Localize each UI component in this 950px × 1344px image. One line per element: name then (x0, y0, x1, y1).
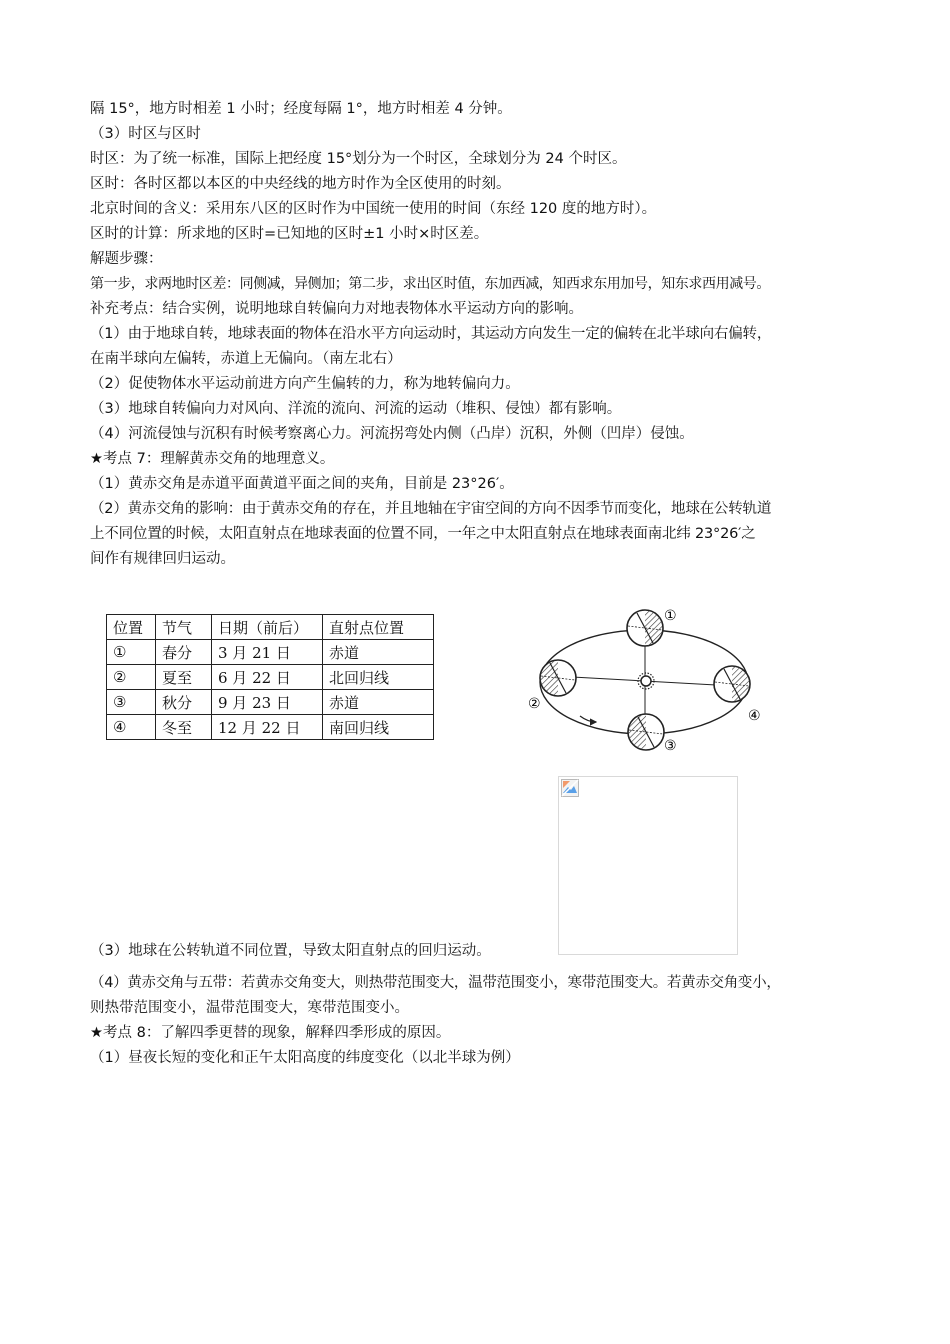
table-cell: ① (107, 640, 156, 665)
text-line: （3）地球自转偏向力对风向、洋流的流向、河流的运动（堆积、侵蚀）都有影响。 (90, 401, 622, 417)
table-header: 位置 (107, 615, 156, 640)
table-cell: ③ (107, 690, 156, 715)
orbit-label: ① (664, 608, 677, 624)
text-line: （2）黄赤交角的影响：由于黄赤交角的存在，并且地轴在宇宙空间的方向不因季节而变化，地球在公转轨道 (90, 501, 772, 517)
orbit-label: ④ (748, 708, 761, 724)
text-line: （3）地球在公转轨道不同位置，导致太阳直射点的回归运动。 (90, 943, 491, 959)
earth-icon (714, 666, 750, 702)
table-header: 节气 (156, 615, 212, 640)
text-line: 则热带范围变小，温带范围变大，寒带范围变小。 (90, 1000, 409, 1016)
solstice-figure (90, 604, 766, 757)
earth-icon (628, 714, 664, 750)
text-line: 解题步骤： (90, 251, 163, 267)
broken-image-icon (561, 779, 579, 797)
text-line: 时区：为了统一标准，国际上把经度 15°划分为一个时区，全球划分为 24 个时区。 (90, 151, 627, 167)
table-row (107, 665, 434, 690)
table-cell: 北回归线 (323, 665, 434, 690)
table-cell: 夏至 (156, 665, 212, 690)
table-cell: 12 月 22 日 (212, 715, 323, 740)
table-cell: 3 月 21 日 (212, 640, 323, 665)
table-header-row (107, 615, 434, 640)
direction-arrow (580, 716, 596, 722)
text-line: 补充考点：结合实例，说明地球自转偏向力对地表物体水平运动方向的影响。 (90, 301, 583, 317)
broken-image-placeholder (558, 776, 738, 955)
text-line: （4）河流侵蚀与沉积有时候考察离心力。河流拐弯处内侧（凸岸）沉积，外侧（凹岸）侵蚀。 (90, 426, 694, 442)
text-line: （1）昼夜长短的变化和正午太阳高度的纬度变化（以北半球为例） (90, 1050, 520, 1066)
text-line: （1）由于地球自转，地球表面的物体在沿水平方向运动时，其运动方向发生一定的偏转在北半球向右偏转， (90, 326, 772, 342)
text-line: （3）时区与区时 (90, 126, 201, 142)
table-cell: 南回归线 (323, 715, 434, 740)
text-line: 上不同位置的时候，太阳直射点在地球表面的位置不同，一年之中太阳直射点在地球表面南北纬 23°26′之 (90, 526, 756, 542)
text-line: （4）黄赤交角与五带：若黄赤交角变大，则热带范围变大，温带范围变小，寒带范围变大。若黄赤交角变小， (90, 975, 781, 991)
table-cell: ② (107, 665, 156, 690)
table-header: 直射点位置 (323, 615, 434, 640)
table-header: 日期（前后） (212, 615, 323, 640)
table-row (107, 715, 434, 740)
sun-icon (638, 673, 654, 689)
table-row (107, 640, 434, 665)
table-cell: 赤道 (323, 690, 434, 715)
text-line: 区时的计算：所求地的区时=已知地的区时±1 小时×时区差。 (90, 226, 489, 242)
table-cell: ④ (107, 715, 156, 740)
orbit-label: ② (528, 696, 541, 712)
table-cell: 秋分 (156, 690, 212, 715)
table-row (107, 690, 434, 715)
table-cell: 赤道 (323, 640, 434, 665)
table-cell: 9 月 23 日 (212, 690, 323, 715)
text-line: 隔 15°，地方时相差 1 小时；经度每隔 1°，地方时相差 4 分钟。 (90, 101, 512, 117)
text-line: （2）促使物体水平运动前进方向产生偏转的力，称为地转偏向力。 (90, 376, 520, 392)
table-cell: 冬至 (156, 715, 212, 740)
solstice-table (106, 614, 434, 740)
table-cell: 6 月 22 日 (212, 665, 323, 690)
text-line: 间作有规律回归运动。 (90, 551, 235, 567)
orbit-diagram (520, 604, 766, 757)
earth-icon (627, 610, 663, 646)
text-line: 第一步，求两地时区差：同侧减，异侧加；第二步，求出区时值，东加西减，知西求东用加号，知东求西用减号。 (90, 276, 770, 292)
heading-kaodian-7: ★考点 7：理解黄赤交角的地理意义。 (90, 451, 335, 467)
text-line: （1）黄赤交角是赤道平面黄道平面之间的夹角，目前是 23°26′。 (90, 476, 514, 492)
orbit-label: ③ (664, 738, 677, 754)
text-line: 区时：各时区都以本区的中央经线的地方时作为全区使用的时刻。 (90, 176, 511, 192)
earth-icon (540, 660, 576, 696)
text-line: 北京时间的含义：采用东八区的区时作为中国统一使用的时间（东经 120 度的地方时）。 (90, 201, 657, 217)
table-cell: 春分 (156, 640, 212, 665)
heading-kaodian-8: ★考点 8：了解四季更替的现象，解释四季形成的原因。 (90, 1025, 451, 1041)
text-line: 在南半球向左偏转，赤道上无偏向。（南左北右） (90, 351, 402, 367)
